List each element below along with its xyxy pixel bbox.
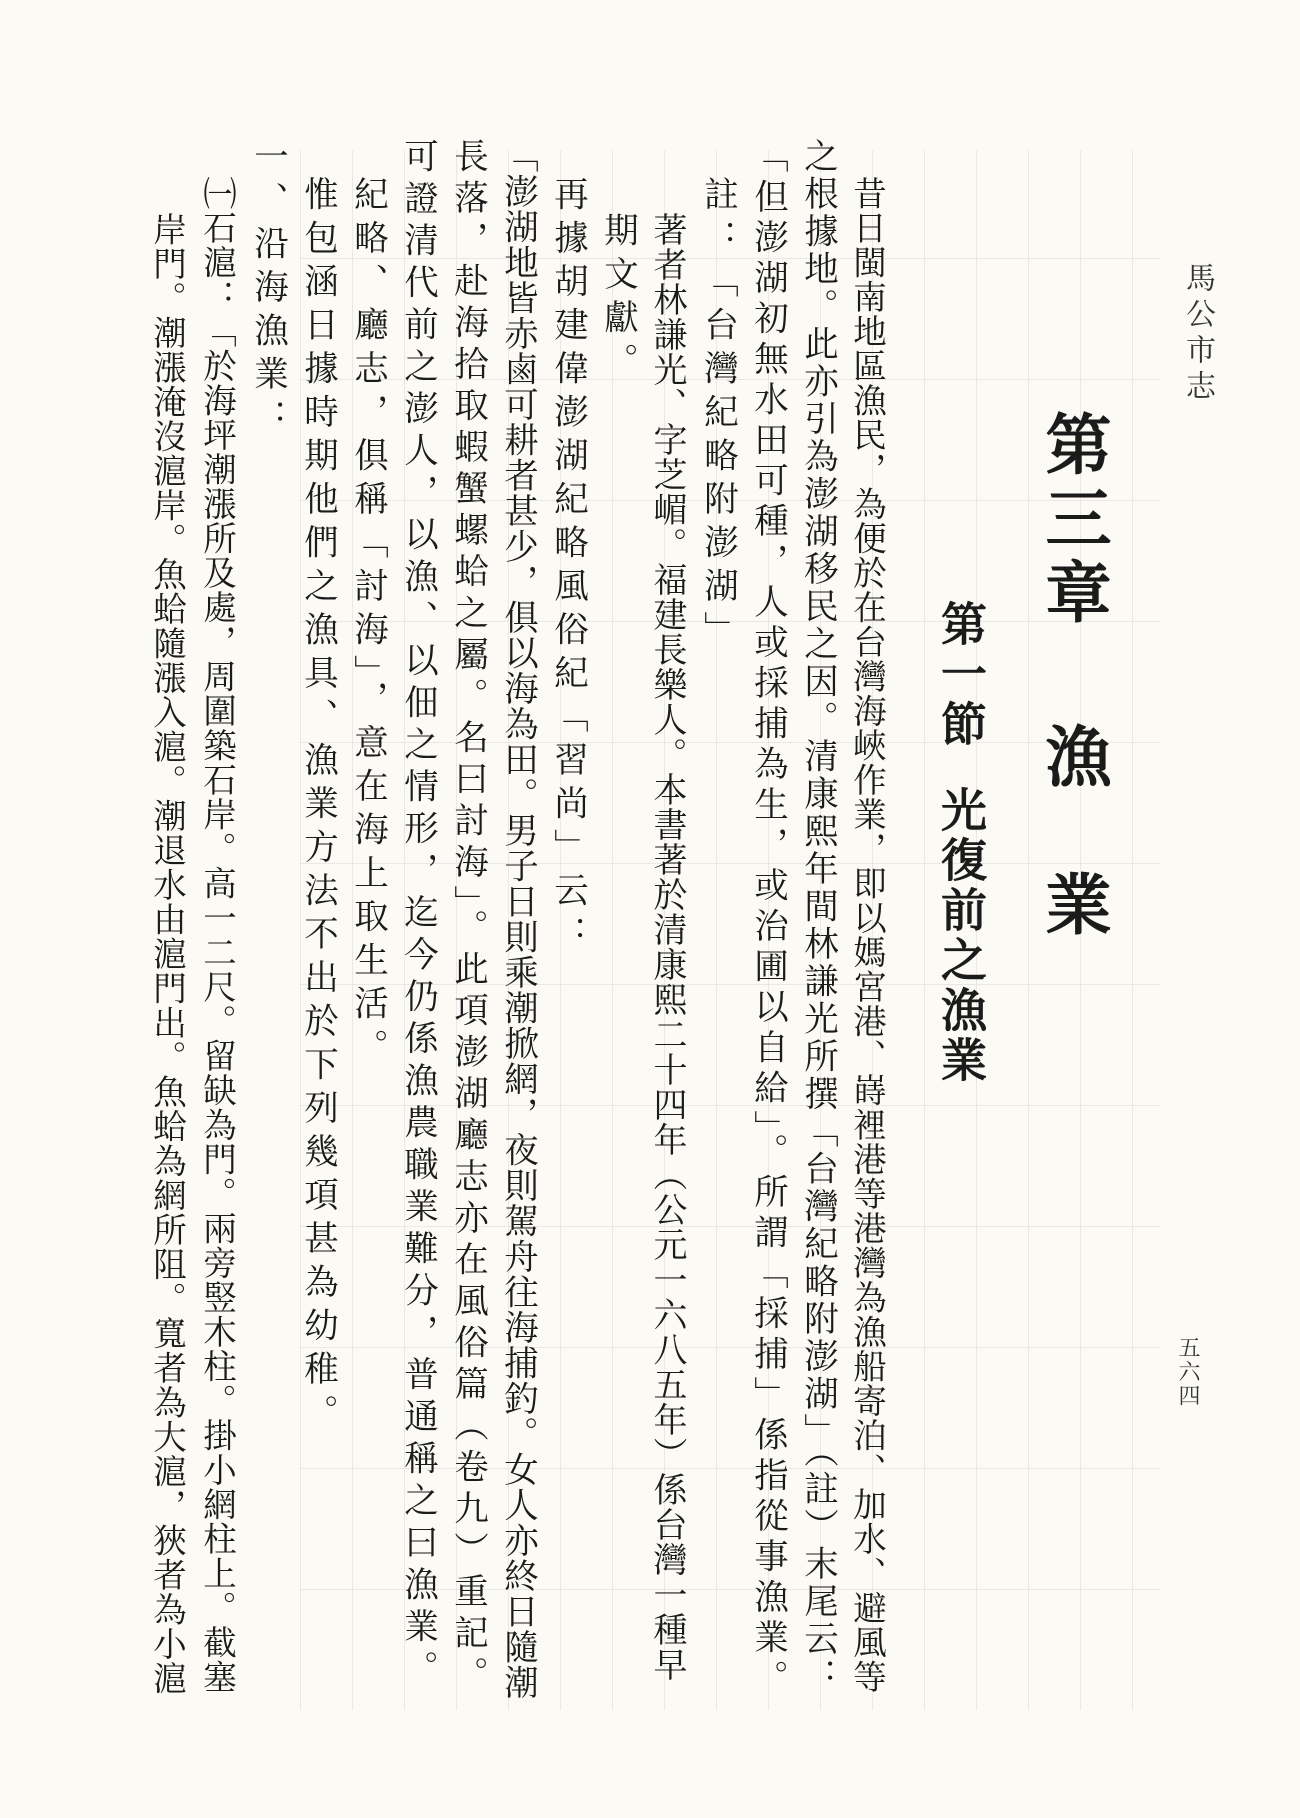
section-title: 光復前之漁業	[934, 786, 988, 1086]
text-column: 岸門。潮漲淹沒滬岸。魚蛤隨漲入滬。潮退水由滬門出。魚蛤為網所阻。寬者為大滬，狹者為小滬	[147, 212, 187, 1696]
text-column: 再據胡建偉澎湖紀略風俗紀「習尚」云：	[547, 176, 588, 959]
text-column: ㈠石滬：「於海坪潮漲所及處，周圍築石岸。高一二尺。留缺為門。兩旁竪木柱。掛小網柱上。截塞	[197, 176, 237, 1694]
quote-text: 長落，赴海拾取蝦蟹螺蛤之屬。名曰討海」。此項澎湖廳志亦在風俗篇（卷九）重記。	[447, 138, 488, 1698]
text-column: 紀略、廳志，俱稱「討海」，意在海上取生活。	[347, 176, 388, 1073]
subsection-heading: 一、沿海漁業：	[247, 138, 288, 443]
section-heading	[934, 600, 988, 1086]
text-column: 惟包涵日據時期他們之漁具、漁業方法不出於下列幾項甚為幼稚。	[297, 176, 338, 1438]
section-label: 第一節	[934, 600, 988, 750]
text-column: 「但澎湖初無水田可種，人或採捕為生，或治圃以自給」。所謂「採捕」係指從事漁業。	[747, 138, 788, 1701]
page-number: 五六四	[1175, 1336, 1200, 1408]
chapter-heading	[1034, 410, 1112, 944]
note-text: 著者林謙光、字芝嵋。福建長樂人。本書著於清康熙二十四年（公元一六八五年）係台灣一種早	[647, 212, 687, 1682]
note-text: 期文獻。	[597, 212, 638, 386]
text-column: 可證清代前之澎人，以漁、以佃之情形，迄今仍係漁農職業難分，普通稱之曰漁業。	[397, 138, 438, 1692]
text-column: 之根據地。此亦引為澎湖移民之因。清康熙年間林謙光所撰「台灣紀略附澎湖」（註）末尾云：	[797, 138, 838, 1696]
note-label: 註：「台灣紀略附澎湖」	[697, 176, 738, 655]
chapter-label: 第三章	[1034, 410, 1112, 632]
quote-text: 「澎湖地皆赤鹵可耕者甚少，俱以海為田。男子日則乘潮掀網，夜則駕舟往海捕釣。女人亦終日隨潮	[497, 138, 538, 1700]
text-column: 昔日閩南地區漁民，為便於在台灣海峽作業，即以媽宮港、嵵裡港等港灣為漁船寄泊、加水、避風等	[847, 176, 887, 1694]
book-title-header: 馬公市志	[1180, 262, 1215, 406]
chapter-title: 漁 業	[1034, 722, 1112, 944]
